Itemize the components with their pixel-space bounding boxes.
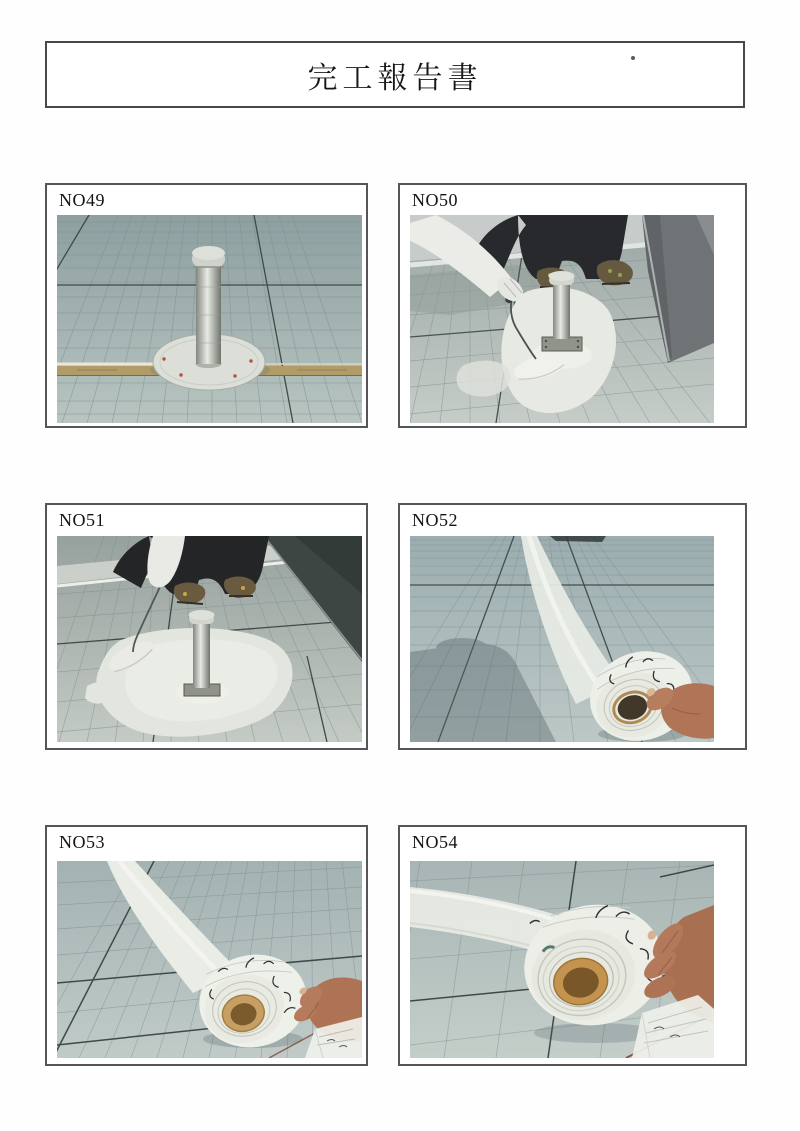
photo-mesh-tape-1 [410,536,714,742]
post-stem [553,281,570,339]
post-base-plate [542,337,582,351]
photo-label: NO49 [59,190,105,210]
photo-coating-work-2 [57,536,362,742]
photo-mesh-tape-2 [57,861,362,1058]
scan-speck-dot [631,56,635,60]
photo-anchor-post [57,215,362,423]
report-title-box [45,41,745,108]
photo-label: NO54 [412,832,458,852]
photo-label: NO50 [412,190,458,210]
post-stem [193,620,210,688]
photo-label: NO51 [59,510,105,530]
photo-panel-no53 [45,825,368,1066]
photo-label: NO53 [59,832,105,852]
photo-panel-no51 [45,503,368,750]
photo-mesh-tape-closeup [410,861,714,1058]
photo-panel-no50 [398,183,747,428]
photo-label: NO52 [412,510,458,530]
photo-panel-no52 [398,503,747,750]
photo-coating-work-1 [410,215,714,423]
report-title: 完工報告書 [307,61,483,95]
photo-panel-no49 [45,183,368,428]
photo-panel-no54 [398,825,747,1066]
post-stem [196,265,221,364]
